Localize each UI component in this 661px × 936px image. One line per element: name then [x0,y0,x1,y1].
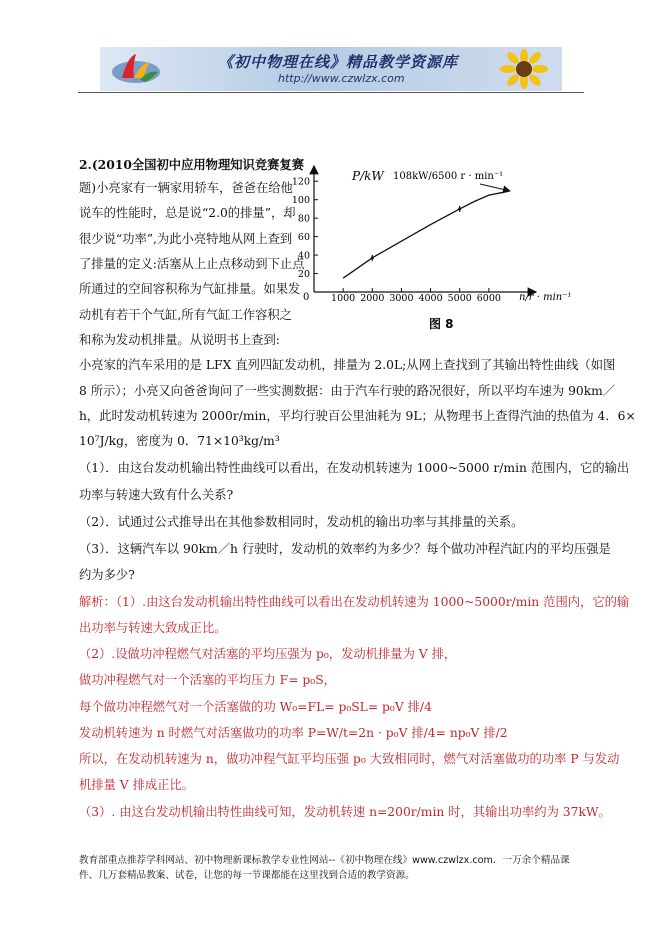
header-rule [78,92,584,93]
text-line: 10⁷J/kg，密度为 0．71×10³kg/m³ [79,434,280,448]
text-line: 了排量的定义:活塞从上止点移动到下止点 [79,257,305,271]
y-tick-label: 60 [297,232,310,244]
x-tick-label: 5000 [447,293,472,304]
footer-line: 件、几万套精品教案、试卷，让您的每一节课都能在这里找到合适的教学资源。 [79,870,415,881]
text-line: 8 所示）；小亮又向爸爸询问了一些实测数据：由于汽车行驶的路况很好，所以平均车速为 90km／ [79,384,616,398]
text-line: 和称为发动机排量。从说明书上查到: [79,333,280,347]
text-line: 题)小亮家有一辆家用轿车，爸爸在给他 [79,181,293,195]
x-tick-label: 6000 [476,293,501,304]
answer-line: 机排量 V 排成正比。 [79,778,195,792]
answer-line: 每个做功冲程燃气对一个活塞做的功 W₀=FL= p₀SL= p₀V 排/4 [79,700,432,714]
figure-caption: 图 8 [429,317,454,331]
y-axis-label: P/kW [352,169,384,183]
text-line: 所通过的空间容积称为气缸排量。如果发 [79,282,301,296]
header-banner [100,47,562,91]
y-tick-label: 20 [297,269,310,281]
text-line: h，此时发动机转速为 2000r/min，平均行驶百公里油耗为 9L；从物理书上查得汽油的热值为 4．6× [79,409,636,423]
sunflower-icon [494,49,556,89]
site-logo-icon [110,52,162,86]
question-2-line: （2）．试通过公式推导出在其他参数相同时，发动机的输出功率与其排量的关系。 [79,515,524,529]
y-tick-label: 100 [292,195,310,207]
banner-url: http://www.czwlzx.com [278,72,405,85]
x-tick-label: 2000 [360,293,385,304]
answer-line: （3）. 由这台发动机输出特性曲线可知，发动机转速 n=200r/min 时，其输出功率约为 37kW。 [79,805,611,819]
answer-line: 出功率与转速大致成正比。 [79,621,227,635]
data-point [371,256,374,259]
footer [79,853,589,883]
banner-title: 《初中物理在线》精品教学资源库 [218,53,459,71]
question-3-line: （3）．这辆汽车以 90km／h 行驶时，发动机的效率约为多少？每个做功冲程汽缸内的平均压强是 [79,542,611,556]
figure-8-chart [292,160,582,340]
footer-line: 教育部重点推荐学科网站、初中物理新课标教学专业性网站--《初中物理在线》www.czwlzx.com．一万余个精品课 [79,855,570,866]
data-point [458,207,461,210]
x-axis-label: n/r · min⁻¹ [519,292,572,303]
text-line: 动机有若干个气缸,所有气缸工作容积之 [79,308,292,322]
question-1-line: 功率与转速大致有什么关系? [79,488,234,502]
answer-line: 解析：（1）.由这台发动机输出特性曲线可以看出在发动机转速为 1000~5000r/min 范围内，它的输 [79,595,630,609]
y-tick-label: 40 [297,250,310,262]
question-1-line: （1）．由这台发动机输出特性曲线可以看出，在发动机转速为 1000~5000 r/min 范围内，它的输出 [79,461,630,475]
x-tick-label: 4000 [418,293,443,304]
answer-line: （2）.设做功冲程燃气对活塞的平均压强为 p₀，发动机排量为 V 排， [79,647,457,661]
text-line: 小亮家的汽车采用的是 LFX 直列四缸发动机，排量为 2.0L;从网上查找到了其输出特性曲线（如图 [79,358,616,372]
chart-ticks [292,177,501,304]
chart-axes [314,166,536,292]
answer-line: 发动机转速为 n 时燃气对活塞做功的功率 P=W/t=2n · p₀V 排/4= np₀V 排/2 [79,726,508,740]
chart-series [343,192,503,278]
text-line: 很少说“功率”,为此小亮特地从网上查到 [79,232,293,246]
answer-line: 所以，在发动机转速为 n，做功冲程气缸平均压强 p₀ 大致相同时，燃气对活塞做功的功率 P 与发动 [79,752,620,766]
question-3-line: 约为多少? [79,568,135,582]
x-origin-label: 0 [303,292,310,303]
peak-annotation: 108kW/6500 r · min⁻¹ [393,171,504,182]
x-tick-label: 3000 [389,293,414,304]
y-tick-label: 80 [297,213,310,225]
annotation-arrow [480,184,510,191]
answer-line: 做功冲程燃气对一个活塞的平均压力 F= p₀S， [79,673,336,687]
power-curve [343,192,503,278]
text-line: 说车的性能时，总是说“2.0的排量”，却 [79,206,296,220]
y-tick-label: 120 [292,176,310,188]
question-title-line: 2.(2010全国初中应用物理知识竞赛复赛 [79,157,305,172]
x-tick-label: 1000 [331,293,356,304]
